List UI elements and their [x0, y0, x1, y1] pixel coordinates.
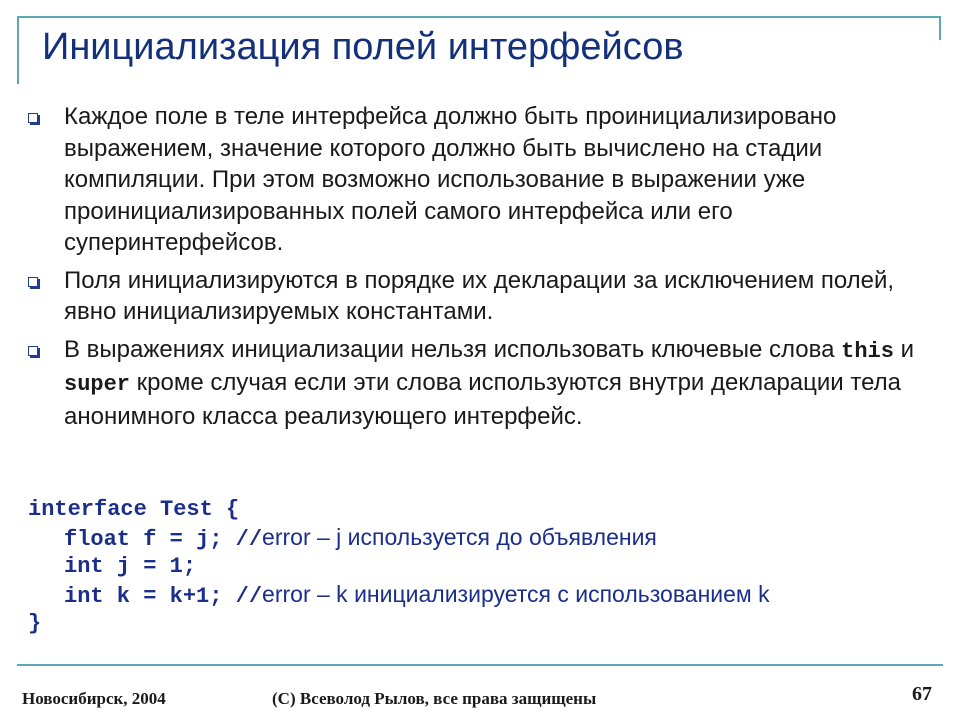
bullet-item [28, 334, 928, 433]
code-text: int k = k+1; // [64, 583, 263, 609]
square-bullet-icon [28, 113, 38, 123]
footer-divider [17, 664, 943, 666]
footer-copyright: (С) Всеволод Рылов, все права защищены [272, 689, 597, 708]
code-comment: error – k инициализируется с использованием k [262, 580, 770, 607]
bullet-text: Каждое поле в теле интерфейса должно быть проинициализировано выражением, значение которого должно быть вычислено на стадии компиляции. При этом возможно использование в выражении уже проинициализированных полей самого интерфейса или его суперинтерфейсов. [64, 103, 837, 256]
bullet-text-part: В выражениях инициализации нельзя использовать ключевые слова [64, 335, 842, 363]
code-line [28, 580, 770, 609]
right-frame-line [939, 16, 941, 40]
code-line [28, 551, 770, 580]
bullet-text-part: кроме случая если эти слова используются внутри декларации тела анонимного класса реализующего интерфейс. [64, 369, 902, 430]
code-comment: error – j используется до объявления [262, 523, 657, 550]
slide-title: Инициализация полей интерфейсов [42, 26, 684, 68]
code-line [28, 608, 770, 637]
code-text: float f = j; // [64, 526, 263, 552]
bullet-list [28, 101, 928, 438]
bullet-text: Поля инициализируются в порядке их декларации за исключением полей, явно инициализируемых константами. [64, 266, 895, 325]
top-frame-line [17, 16, 941, 18]
keyword-this: this [841, 338, 894, 364]
code-block [28, 494, 770, 637]
square-bullet-icon [28, 346, 38, 356]
code-text: } [28, 611, 42, 636]
square-bullet-icon [28, 277, 38, 287]
footer-location: Новосибирск, 2004 [22, 689, 166, 708]
page-number: 67 [912, 683, 932, 705]
keyword-super: super [64, 372, 131, 397]
code-line [28, 494, 770, 523]
bullet-item [28, 101, 928, 259]
code-text: int j = 1; [64, 554, 197, 579]
bullet-item [28, 265, 928, 328]
code-text: interface Test { [28, 497, 240, 522]
bullet-text-part: и [893, 335, 915, 363]
left-frame-line [17, 16, 19, 84]
code-line [28, 523, 770, 552]
